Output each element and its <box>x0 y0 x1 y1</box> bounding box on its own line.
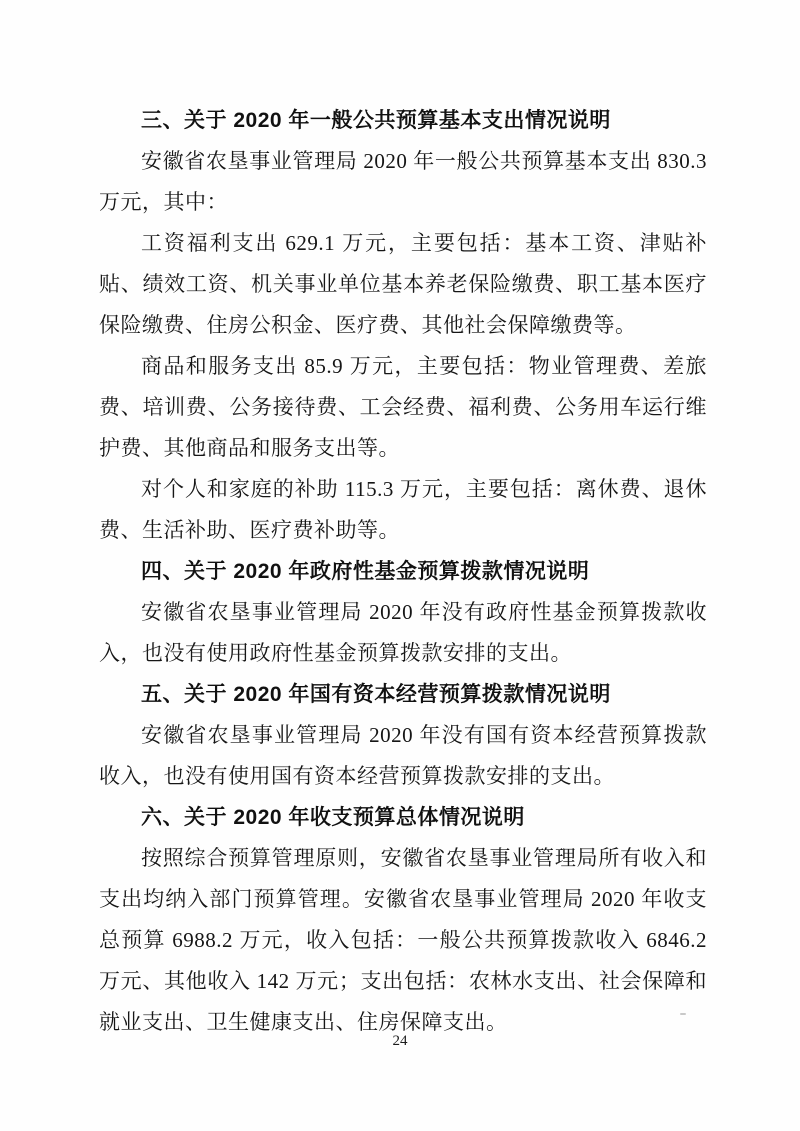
scan-artifact-mark <box>680 1013 686 1015</box>
paragraph-goods-services: 商品和服务支出 85.9 万元，主要包括：物业管理费、差旅费、培训费、公务接待费、工会经费、福利费、公务用车运行维护费、其他商品和服务支出等。 <box>99 354 707 460</box>
page-number: 24 <box>392 1033 408 1049</box>
paragraph-individual-family-subsidy: 对个人和家庭的补助 115.3 万元，主要包括：离休费、退休费、生活补助、医疗费补助等。 <box>99 477 707 542</box>
section-heading-6: 六、关于 2020 年收支预算总体情况说明 <box>141 806 525 829</box>
paragraph-state-capital: 安徽省农垦事业管理局 2020 年没有国有资本经营预算拨款收入，也没有使用国有资本经营预算拨款安排的支出。 <box>99 723 707 788</box>
section-heading-4: 四、关于 2020 年政府性基金预算拨款情况说明 <box>141 560 590 583</box>
paragraph-government-fund: 安徽省农垦事业管理局 2020 年没有政府性基金预算拨款收入，也没有使用政府性基金预算拨款安排的支出。 <box>99 600 707 665</box>
paragraph-salary-welfare: 工资福利支出 629.1 万元，主要包括：基本工资、津贴补贴、绩效工资、机关事业单位基本养老保险缴费、职工基本医疗保险缴费、住房公积金、医疗费、其他社会保障缴费等。 <box>99 231 707 337</box>
paragraph-basic-expenditure-total: 安徽省农垦事业管理局 2020 年一般公共预算基本支出 830.3 万元，其中： <box>99 149 707 214</box>
paragraph-overall-budget: 按照综合预算管理原则，安徽省农垦事业管理局所有收入和支出均纳入部门预算管理。安徽省农垦事业管理局 2020 年收支总预算 6988.2 万元，收入包括：一般公共预算拨款收入 6846.2 万元、其他收入 142 万元；支出包括：农林水支出、社会保障和就业支出、卫生健康支出、住房保障支出。 <box>99 846 707 1034</box>
section-heading-3: 三、关于 2020 年一般公共预算基本支出情况说明 <box>141 109 611 132</box>
document-body <box>99 100 707 1043</box>
section-heading-5: 五、关于 2020 年国有资本经营预算拨款情况说明 <box>141 683 611 706</box>
